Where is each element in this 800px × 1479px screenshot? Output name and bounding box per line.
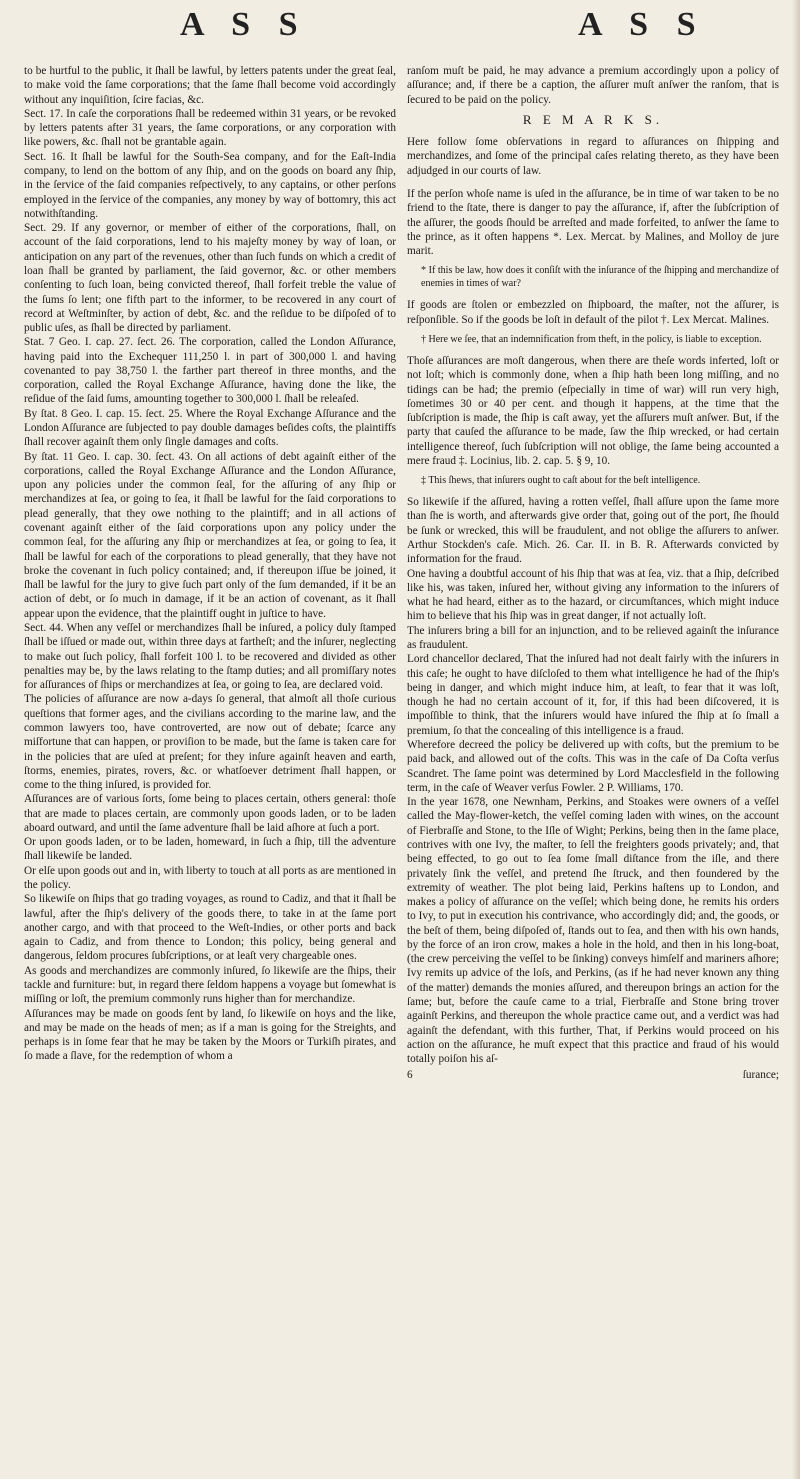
paragraph: Or upon goods laden, or to be laden, homeward, in ſuch a ſhip, till the adventure ſhall likewiſe be landed.: [24, 836, 396, 863]
running-head-right: A S S: [578, 6, 706, 43]
signature: 6: [407, 1069, 413, 1082]
paragraph: to be hurtful to the public, it ſhall be lawful, by letters patents under the great ſeal, to make void the ſame corporations; that the ſame ſhall become void accordingly without any inquiſition, ſcire facias, &c.: [24, 65, 396, 106]
footnote: † Here we ſee, that an indemnification from theft, in the policy, is liable to exception.: [421, 333, 762, 345]
paragraph: Here follow ſome obſervations in regard to aſſurances on ſhipping and merchandizes, and ſome of the principal caſes relating thereto, as they have been adjudged in our courts of law.: [407, 136, 779, 177]
paragraph: ranſom muſt be paid, he may advance a premium accordingly upon a policy of aſſurance; and, if there be a caption, the aſſurer muſt anſwer the ranſom, that is ſecured to be paid on the policy.: [407, 65, 779, 106]
paragraph: Sect. 29. If any governor, or member of either of the corporations, ſhall, on account of the ſaid corporations, lend to his majeſty money by way of loan, or anticipation on any part of the revenues, other than ſuch funds on which a credit of loan ſhall be granted by parliament, the ſaid governor, &c. or other members conſenting to ſuch loan, being convicted thereof, ſhall forfeit treble the value of the ſums ſo lent; one fifth part to the informer, to be recovered in any court of record at Weſtminſter, by action of debt, &c. and the reſidue to be diſpoſed of to public uſes, as ſhall be directed by parliament.: [24, 222, 396, 335]
left-column: [24, 64, 396, 1474]
paragraph: Aſſurances are of various ſorts, ſome being to places certain, others general: thoſe that are made to places certain, are commonly upon goods laden, or to be laden aboard outward, and until the ſame adventure ſhall be laid aſhore at ſuch a port.: [24, 793, 396, 834]
page-edge-shadow: [792, 0, 800, 1479]
paragraph: Lord chancellor declared, That the inſured had not dealt fairly with the inſurers in this caſe; he ought to have diſcloſed to them what intelligence he had of the ſhip's being in danger, and which might induce him, at leaſt, to fear that it was loſt, though he had no certain account of it, for, if this had been diſcovered, it is impoſſible to think, that the inſurers would have inſured the ſhip at ſo ſmall a premium, ſo that the concealing of this intelligence is a fraud.: [407, 653, 779, 737]
footnote: ‡ This ſhews, that inſurers ought to caſt about for the beſt intelligence.: [421, 475, 701, 487]
paragraph: Wherefore decreed the policy be delivered up with coſts, but the premium to be paid back, and allowed out of the coſts. This was in the caſe of Da Coſta verſus Scandret. The ſame point was determined by Lord Macclesfield in the following term, in the caſe of Weaver verſus Fowler. 2 P. Williams, 170.: [407, 738, 779, 794]
paragraph: If goods are ſtolen or embezzled on ſhipboard, the maſter, not the aſſurer, is reſponſible. So if the goods be loſt in default of the pilot †. Lex Mercat. Malines.: [407, 299, 779, 326]
running-head-left: A S S: [180, 6, 308, 43]
right-column: [407, 64, 779, 1474]
signature-mark: [407, 1068, 779, 1082]
paragraph: Thoſe aſſurances are moſt dangerous, when there are theſe words inferted, loſt or not loſt; which is commonly done, when a ſhip hath been long miſſing, and no tidings can be had; the premio (eſpecially in time of war) will run very high, ſometimes 30 or 40 per cent. and though it happens, at the time that the ſubſcription is made, the ſhip is caſt away, yet the aſſurers muſt anſwer. But, if the party that cauſed the aſſurance to be made, ſaw the ſhip wrecked, or had certain intelligence thereof, ſuch ſubſcription will not oblige, the ſame being accounted a mere fraud ‡. Locinius, lib. 2. cap. 5. § 9, 10.: [407, 354, 779, 467]
paragraph: By ſtat. 8 Geo. I. cap. 15. ſect. 25. Where the Royal Exchange Aſſurance and the London Aſſurance are ſubjected to pay double damages beſides coſts, the plaintiffs ſhall recover againſt them only ſingle damages and coſts.: [24, 407, 396, 449]
paragraph: Sect. 16. It ſhall be lawful for the South-Sea company, and for the Eaſt-India company, to lend on the bottom of any ſhip, and on the goods on board any ſhip, in the ſervice of the ſaid companies reſpectively, to any captains, or other perſons employed in the ſervice of the companies, any money by way of bottomry, this act notwithſtanding.: [24, 150, 396, 220]
paragraph: As goods and merchandizes are commonly inſured, ſo likewiſe are the ſhips, their tackle and furniture: but, in regard there ſeldom happens a voyage but ſomewhat is miſſing or loſt, the premium commonly runs higher than for merchandize.: [24, 964, 396, 1006]
paragraph: Stat. 7 Geo. I. cap. 27. ſect. 26. The corporation, called the London Aſſurance, having paid into the Exchequer 111,250 l. in part of 300,000 l. and having covenanted to pay 38,750 l. the farther part thereof in three months, and the corporation, called the Royal Exchange Aſſurance, having done the like, the reſidue of the ſaid ſums, amounting together to 300,000 l. ſhall be releaſed.: [24, 336, 396, 406]
paragraph: In the year 1678, one Newnham, Perkins, and Stoakes were owners of a veſſel called the May-flower-ketch, the veſſel coming laden with wines, on the account of Fierbraſſe and Stone, to the Iſle of Wight; Perkins, being then in the ſame place, contrives with one Ivy, the maſter, to ſell the freighters goods privately; and, that being effected, to go out to ſea ſome ſmall diſtance from the iſle, and there privately ſink the veſſel, and pretend ſhe ſtruck, and then foundered by the extremity of weather. The plot being laid, Perkins haſtens up to London, and makes a policy of aſſurance on the veſſel; which being done, he remits his orders to Ivy, to put in execution his contrivance, who accordingly did; and, the goods, or the beſt of them, being diſpoſed of, ſtands out to ſea, and then with his own hands, by the force of an iron crow, makes a hole in the hold, and then in his long-boat, (the crew perceiving the veſſel to be ſinking) conveys himſelf and mariners aſhore; Ivy remits up advice of the loſs, and Perkins, (as if he had never known any thing of the matter) demands the monies aſſured, and thereupon brings an action for the ſame; but, before the cauſe came to a trial, Fierbraſſe and Stone bring trover againſt Perkins, and thereupon the whole practice came out, and a verdict was had againſt the defendant, with this further, That, if Perkins would proceed on his action on the aſſurance, he muſt expect that this practice and fraud of his would totally poiſon his aſ-: [407, 796, 779, 1066]
paragraph: Aſſurances may be made on goods ſent by land, ſo likewiſe on hoys and the like, and may be made on the heads of men; as if a man is going for the Streights, and perhaps is in ſome fear that he may be taken by the Moors or Turkiſh pirates, and ſo made a ſlave, for the redemption of whom a: [24, 1007, 396, 1063]
catchword: ſurance;: [742, 1069, 779, 1082]
paragraph: If the perſon whoſe name is uſed in the aſſurance, be in time of war taken to be no friend to the ſtate, there is danger to pay the aſſurance, if, after the ſubſcription of the aſſurer, the goods ſhould be arreſted and made forfeited, to anſwer the ſame to the prince, as it often happens *. Lex. Mercat. by Malines, and Molloy de jure marit.: [407, 187, 779, 258]
paragraph: Sect. 17. In caſe the corporations ſhall be redeemed within 31 years, or be revoked by letters patents after 31 years, the ſame corporations, or any corporation with like powers, &c. ſhall not be grantable again.: [24, 107, 396, 149]
paragraph: So likewiſe on ſhips that go trading voyages, as round to Cadiz, and that it ſhall be lawful, after the ſhip's delivery of the goods there, to take in at the ſame port another cargo, and with that proceed to the Weſt-Indies, or other ports and back again to Cadiz, and from thence to London; this policy, being general and dangerous, ſeldom procures ſubſcriptions, or at leaſt very chargeable ones.: [24, 893, 396, 963]
paragraph: So likewiſe if the aſſured, having a rotten veſſel, ſhall aſſure upon the ſame more than ſhe is worth, and afterwards give order that, going out of the port, ſhe ſhould be ſunk or wrecked, this will be fraudulent, and not oblige the aſſurers to anſwer. Arthur Stockden's caſe. Mich. 26. Car. II. in B. R. Afterwards convicted by information for the fraud.: [407, 496, 779, 566]
paragraph: The policies of aſſurance are now a-days ſo general, that almoſt all thoſe curious queſtions that former ages, and the civilians according to the marine law, and the common lawyers too, have controverted, are now out of debate; ſcarce any miſfortune that can happen, or proviſion to be made, but the ſame is taken care for in the policies that are uſed at preſent; for they inſure againſt heaven and earth, ſtorms, enemies, pirates, rovers, &c. or whatſoever detriment ſhall happen, or come to the thing inſured, is provided for.: [24, 693, 396, 792]
paragraph: The inſurers bring a bill for an injunction, and to be relieved againſt the inſurance as fraudulent.: [407, 624, 779, 651]
paragraph: One having a doubtful account of his ſhip that was at ſea, viz. that a ſhip, deſcribed like his, was taken, inſured her, without giving any information to the inſurers of what he had heard, either as to the hazard, or circumſtances, which might induce him to believe that his ſhip was in great danger, if not actually loſt.: [407, 567, 779, 623]
paragraph: By ſtat. 11 Geo. I. cap. 30. ſect. 43. On all actions of debt againſt either of the corporations, called the Royal Exchange Aſſurance and the London Aſſurance, upon any policies under the common ſeal, for the aſſuring of any ſhip or merchandizes at ſea, or going to ſea, it ſhall be lawful for the ſaid corporations to plead generally, that they owe nothing to the plaintiff; and in all actions of covenant againſt either of the ſaid corporations upon any policy under the common ſeal, for the aſſuring any ſhip or merchandizes at ſea, or going to ſea, it ſhall be lawful for each of the corporations to plead generally, that they have not broke the covenant in ſuch policy contained; and, if thereupon iſſue be joined, it ſhall be lawful for the jury to give ſuch part only of the ſum demanded, if it be an action of debt, or ſo much in damage, if it be an action of covenant, as it ſhall appear upon the evidence, that the plaintiff ought in juſtice to have.: [24, 450, 396, 620]
section-heading-remarks: R E M A R K S.: [522, 111, 664, 127]
paragraph: Sect. 44. When any veſſel or merchandizes ſhall be inſured, a policy duly ſtamped ſhall be iſſued or made out, within three days at fartheſt; and the inſurer, neglecting to make out ſuch policy, ſhall forfeit 100 l. to be recovered and divided as other penalties may be, by the laws relating to the ſtamp duties; and all promiſſary notes for aſſurances of ſhips or merchandizes at ſea, or going to ſea, are declared void.: [24, 621, 396, 692]
footnote: * If this be law, how does it conſiſt with the inſurance of the ſhipping and merchandize of enemies in times of war?: [421, 265, 779, 290]
paragraph: Or elſe upon goods out and in, with liberty to touch at all ports as are mentioned in the policy.: [24, 864, 396, 892]
